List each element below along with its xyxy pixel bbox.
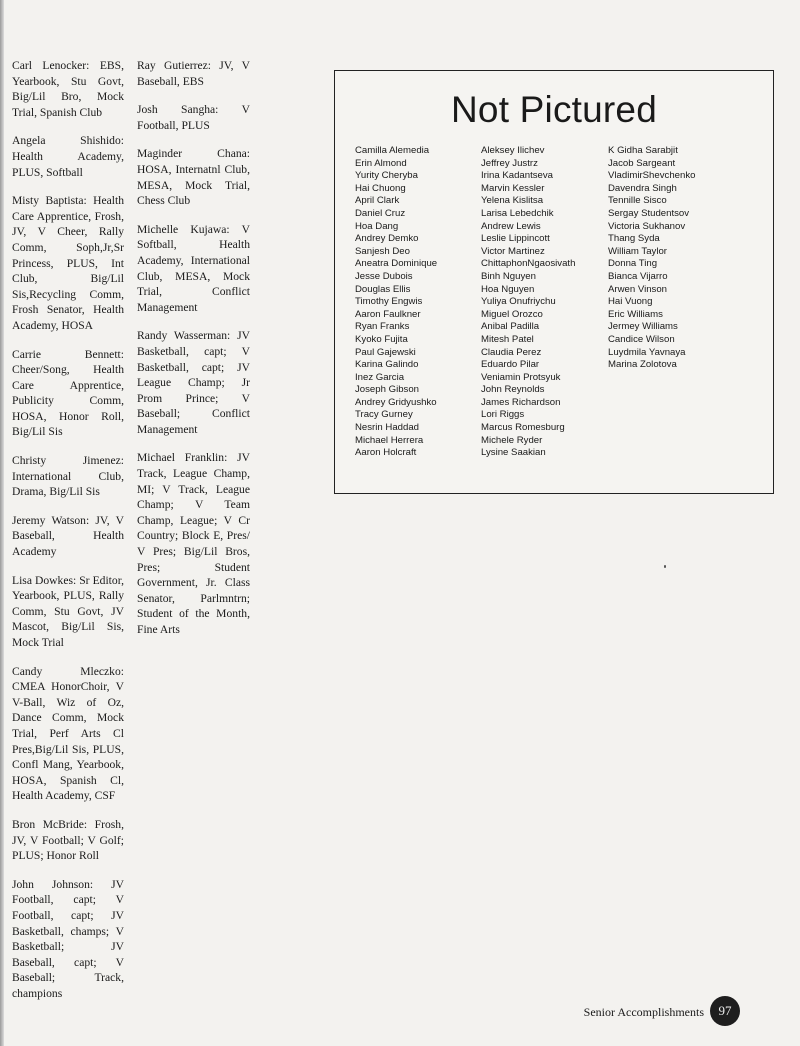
not-pictured-name: Michele Ryder: [481, 434, 543, 446]
accomplishment-entry: Randy Wasserman: JV Basketball, capt; V Basketball, capt; JV League Champ; Jr Prom Prince; V Baseball; Conflict Management: [137, 329, 250, 436]
page-binding-edge: [0, 0, 4, 1046]
not-pictured-name: Victoria Sukhanov: [608, 220, 686, 232]
not-pictured-name: ChittaphonNgaosivath: [481, 258, 576, 270]
accomplishment-entry: Lisa Dowkes: Sr Editor, Yearbook, PLUS, Rally Comm, Stu Govt, JV Mascot, Big/Lil Sis, Mock Trial: [12, 573, 124, 649]
not-pictured-name: Aaron Holcraft: [355, 447, 417, 459]
accomplishment-entry: Maginder Chana: HOSA, Internatnl Club, MESA, Mock Trial, Chess Club: [137, 147, 250, 208]
not-pictured-name: Eric Williams: [608, 308, 663, 320]
not-pictured-name: VladimirShevchenko: [608, 170, 696, 182]
accomplishment-entry: Bron McBride: Frosh, JV, V Football; V Golf; PLUS; Honor Roll: [12, 817, 124, 863]
not-pictured-name: Anibal Padilla: [481, 321, 540, 333]
accomplishment-entry: Jeremy Watson: JV, V Baseball, Health Academy: [12, 513, 124, 559]
not-pictured-name: Irina Kadantseva: [481, 170, 553, 182]
not-pictured-name: Andrey Gridyushko: [355, 396, 437, 408]
not-pictured-name: Victor Martinez: [481, 245, 545, 257]
not-pictured-name: Marina Zolotova: [608, 359, 677, 371]
accomplishment-entry: Carrie Bennett: Cheer/Song, Health Care Apprentice, Publicity Comm, HOSA, Honor Roll, Big/Lil Sis: [12, 347, 124, 439]
not-pictured-name: Leslie Lippincott: [481, 233, 550, 245]
not-pictured-name: Daniel Cruz: [355, 207, 406, 219]
accomplishments-left-column: [12, 58, 124, 1014]
not-pictured-name: Tennille Sisco: [608, 195, 667, 207]
not-pictured-name: Jacob Sargeant: [608, 157, 676, 169]
section-label: Senior Accomplishments: [583, 1005, 704, 1019]
not-pictured-name: Erin Almond: [355, 157, 407, 169]
not-pictured-name: Yelena Kislitsa: [481, 195, 544, 207]
not-pictured-name: Michael Herrera: [355, 434, 424, 446]
not-pictured-name: Sanjesh Deo: [355, 245, 410, 257]
not-pictured-box: [334, 70, 774, 494]
not-pictured-name: Aleksey Ilichev: [481, 145, 545, 156]
not-pictured-name: Douglas Ellis: [355, 283, 411, 295]
accomplishment-entry: Ray Gutierrez: JV, V Baseball, EBS: [137, 59, 250, 88]
not-pictured-name: Marvin Kessler: [481, 182, 545, 194]
not-pictured-title: Not Pictured: [451, 89, 657, 130]
accomplishments-middle-column: [137, 58, 250, 651]
not-pictured-name: Karina Galindo: [355, 359, 419, 371]
not-pictured-name: Larisa Lebedchik: [481, 207, 554, 219]
not-pictured-name: Candice Wilson: [608, 333, 675, 345]
accomplishment-entry: Candy Mleczko: CMEA HonorChoir, V V-Ball, Wiz of Oz, Dance Comm, Mock Trial, Perf Arts Cl Pres,Big/Lil Sis, PLUS, Confl Mang, Yearbook, HOSA, Spanish Cl, Health Academy, CSF: [12, 664, 124, 803]
not-pictured-name: Jermey Williams: [608, 321, 678, 333]
not-pictured-name: Jeffrey Justrz: [481, 157, 538, 169]
not-pictured-name: Kyoko Fujita: [355, 333, 408, 345]
not-pictured-name: Bianca Vijarro: [608, 270, 668, 282]
not-pictured-name: Aneatra Dominique: [355, 258, 438, 270]
not-pictured-name: Luydmila Yavnaya: [608, 346, 686, 358]
accomplishment-entry: Christy Jimenez: International Club, Drama, Big/Lil Sis: [12, 454, 124, 499]
not-pictured-list-col3: [608, 145, 768, 372]
not-pictured-name: William Taylor: [608, 245, 667, 257]
not-pictured-name: Paul Gajewski: [355, 346, 416, 358]
not-pictured-name: John Reynolds: [481, 384, 545, 396]
accomplishment-entry: Michael Franklin: JV Track, League Champ, MI; V Track, League Champ; V Team Champ, League; V Cr Country; Block E, Pres/ V Pres; Big/Lil Bros, Pres; Student Government, Jr. Class Senator, Parlmntrn; Student of the Month, Fine Arts: [137, 451, 250, 636]
not-pictured-name: Hai Vuong: [608, 296, 653, 308]
not-pictured-name: Marcus Romesburg: [481, 422, 565, 434]
not-pictured-list-col2: [481, 145, 607, 460]
not-pictured-name: April Clark: [355, 195, 400, 207]
not-pictured-list-col1: [355, 145, 480, 460]
not-pictured-name: Andrey Demko: [355, 233, 419, 245]
not-pictured-name: Timothy Engwis: [355, 296, 423, 308]
not-pictured-name: Donna Ting: [608, 258, 658, 270]
not-pictured-name: Camilla Alemedia: [355, 145, 430, 156]
not-pictured-name: James Richardson: [481, 396, 561, 408]
not-pictured-name: Yuliya Onufriychu: [481, 296, 556, 308]
not-pictured-name: K Gidha Sarabjit: [608, 145, 678, 156]
accomplishment-entry: Carl Lenocker: EBS, Yearbook, Stu Govt, Big/Lil Bro, Mock Trial, Spanish Club: [12, 59, 124, 119]
not-pictured-name: Thang Syda: [608, 233, 660, 245]
not-pictured-name: Davendra Singh: [608, 182, 677, 194]
not-pictured-name: Mitesh Patel: [481, 333, 534, 345]
not-pictured-name: Hoa Nguyen: [481, 283, 535, 295]
not-pictured-name: Eduardo Pilar: [481, 359, 540, 371]
not-pictured-name: Miguel Orozco: [481, 308, 543, 320]
accomplishment-entry: Josh Sangha: V Football, PLUS: [137, 103, 250, 132]
accomplishment-entry: Michelle Kujawa: V Softball, Health Academy, International Club, MESA, Mock Trial, Conflict Management: [137, 222, 250, 314]
not-pictured-name: Tracy Gurney: [355, 409, 413, 421]
not-pictured-name: Joseph Gibson: [355, 384, 419, 396]
accomplishment-entry: Angela Shishido: Health Academy, PLUS, Softball: [12, 134, 124, 179]
print-speck: [664, 565, 666, 568]
not-pictured-name: Lori Riggs: [481, 409, 525, 421]
not-pictured-name: Andrew Lewis: [481, 220, 541, 232]
not-pictured-name: Jesse Dubois: [355, 270, 413, 282]
not-pictured-name: Veniamin Protsyuk: [481, 371, 561, 383]
not-pictured-name: Arwen Vinson: [608, 283, 668, 295]
not-pictured-name: Hoa Dang: [355, 220, 399, 232]
not-pictured-name: Nesrin Haddad: [355, 422, 419, 434]
not-pictured-name: Hai Chuong: [355, 182, 406, 194]
accomplishment-entry: John Johnson: JV Football, capt; V Football, capt; JV Basketball, champs; V Basketball; JV Baseball, capt; V Baseball; Track, champions: [12, 877, 124, 1000]
not-pictured-name: Binh Nguyen: [481, 270, 536, 282]
not-pictured-name: Lysine Saakian: [481, 447, 546, 459]
accomplishment-entry: Misty Baptista: Health Care Apprentice, Frosh, JV, V Cheer, Rally Comm, Soph,Jr,Sr Princess, PLUS, Int Club, Big/Lil Sis,Recycling Comm, Frosh Senator, Health Academy, HOSA: [12, 194, 124, 332]
not-pictured-name: Sergay Studentsov: [608, 207, 690, 219]
page-number-badge: 97: [710, 996, 740, 1026]
not-pictured-name: Aaron Faulkner: [355, 308, 421, 320]
not-pictured-name: Yurity Cheryba: [355, 170, 418, 182]
not-pictured-name: Inez Garcia: [355, 371, 405, 383]
not-pictured-name: Claudia Perez: [481, 346, 542, 358]
not-pictured-name: Ryan Franks: [355, 321, 410, 333]
